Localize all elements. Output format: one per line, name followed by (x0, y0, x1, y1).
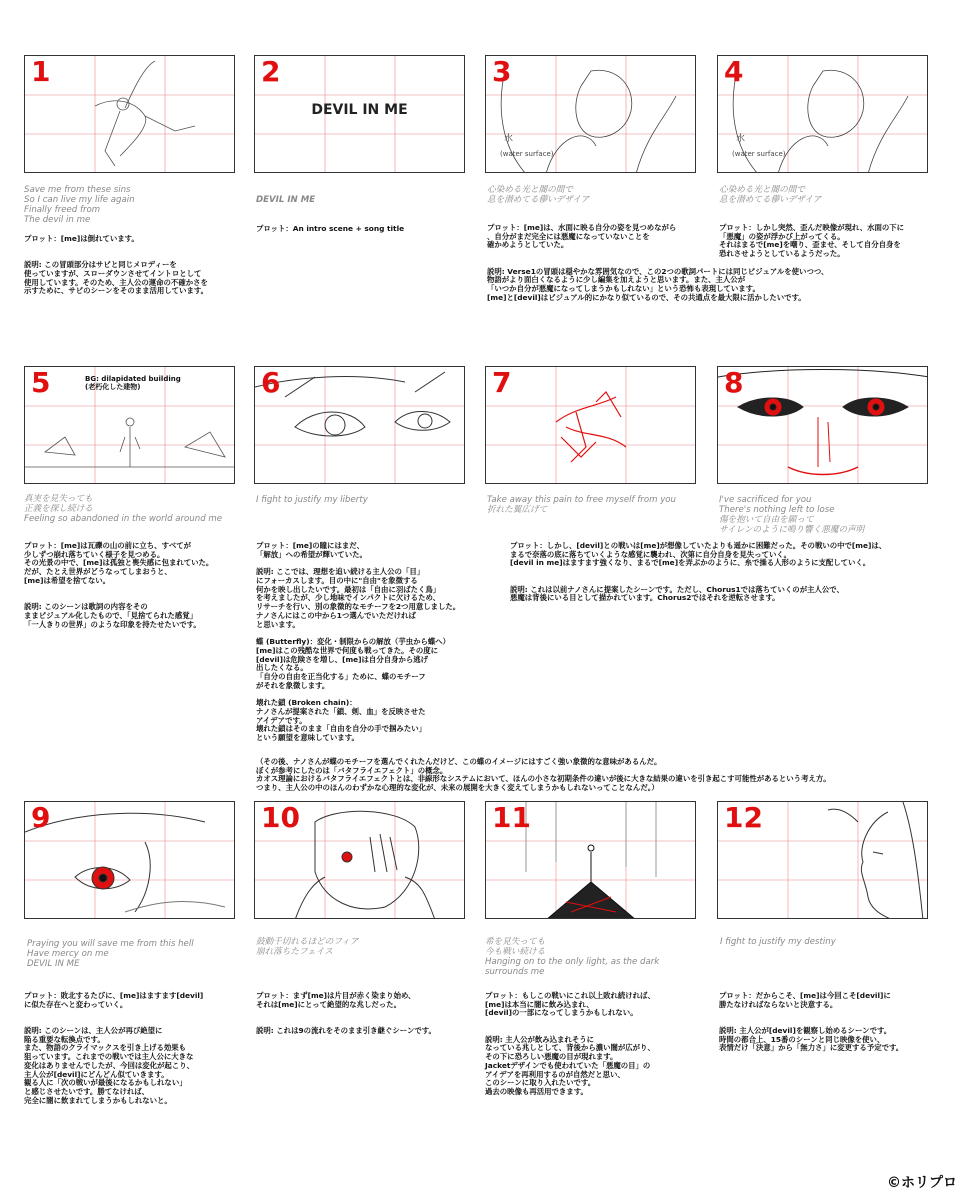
svg-text:(water surface): (water surface) (500, 150, 554, 158)
butterfly-effect-note: （その後、ナノさんが蝶のモチーフを選んでくれたんだけど、この蝶のイメージにはすごく強い象徴的な意味があるんだ。 ぼくが参考にしたのは「バタフライエフェクト」の概念。 カオス理論におけるバタフライエフェクトとは、非線形なシステムにおいて、ほんの小さな初期条件の違いが後に大きな結果の違いを引き起こす可能性があるという考え方。 つまり、主人公の中のほんのわずかな心理的な変化が、未来の展開を大きく変えてしまうかもしれないってことなんだ。） (256, 757, 831, 793)
background-note: BG: dilapidated building (老朽化した建物) (85, 375, 181, 392)
copyright: ©ホリプロ (887, 1175, 957, 1191)
storyboard-panel-9 (24, 801, 235, 919)
note-1: プロット：[me]は倒れています。 説明: この冒頭部分はサビと同じメロディーを 使っていますが、スローダウンさせてイントロとして 使用しています。そのため、主人公の運命の不確かさを 示すために、サビのシーンをそのまま活用しています。 (24, 234, 209, 296)
panel-number: 5 (31, 366, 51, 399)
note-4: プロット：しかし突然、歪んだ映像が現れ、水面の下に 「悪魔」の姿が浮かび上がってくる。 それはまるで[me]を嘲り、歪ませ、そして自分自身を 恐れさせようとしているようだった。 (719, 223, 905, 259)
lyric-9: Praying you will save me from this hell Have mercy on me DEVIL IN ME (27, 939, 194, 969)
sketch-face-water (486, 56, 696, 173)
sketch-face-water-devil (718, 56, 928, 173)
sketch-red-eye-closeup (25, 802, 235, 919)
storyboard-panel-6 (254, 366, 465, 484)
panel-number: 10 (261, 801, 300, 834)
panel-number: 4 (724, 55, 744, 88)
panel-number: 7 (492, 366, 512, 399)
note-10: プロット：まず[me]は片目が赤く染まり始め、 それは[me]にとって絶望的な兆しだった。 説明: これは9の流れをそのまま引き継ぐシーンです。 (256, 991, 436, 1035)
lyric-6: I fight to justify my liberty (256, 495, 368, 505)
lyric-5: 真実を見失っても 正義を探し続ける Feeling so abandoned in the world around me (24, 494, 223, 524)
storyboard-panel-12 (717, 801, 928, 919)
storyboard-panel-7 (485, 366, 696, 484)
storyboard-panel-11 (485, 801, 696, 919)
note-6: プロット：[me]の瞳にはまだ、 「解放」への希望が輝いていた。 説明: ここでは、理想を追い続ける主人公の「目」 にフォーカスします。目の中に"自由"を象徴する 何かを映し出したいです。最初は「自由に羽ばたく鳥」 を考えましたが、少し地味でインパクトに欠けるため、 リサーチを行い、別の象徴的なモチーフを2つ用意しました。 ナノさんにはこの中から1つ選んでいただければ と思います。 蝶 (Butterfly)：変化・制限からの解放（芋虫から蝶へ） [me]はこの残酷な世界で何度も戦ってきた。その度に [devil]は危険さを増し、[me]は自分自身から逃げ 出したくなる。 「自分の自由を正当化する」ために、蝶のモチーフ がそれを象徴します。 壊れた鎖 (Broken chain)： ナノさんが提案された「鎖、剣、血」を反映させた アイデアです。 壊れた鎖はそのまま「自由を自分の手で掴みたい」 という願望を意味しています。 (256, 541, 461, 743)
lyric-8: I've sacrificed for you There's nothing left to lose 傷を抱いて自由を願って サイレンのように鳴り響く悪魔の声明 (719, 495, 865, 535)
storyboard-panel-2 (254, 55, 465, 173)
note-5: プロット：[me]は瓦礫の山の前に立ち、すべてが 少しずつ崩れ落ちていく様子を見つめる。 その光景の中で、[me]は孤独と喪失感に包まれていた。 だが、たとえ世界がどうなってしまおうと、 [me]は希望を捨てない。 説明: このシーンは歌詞の内容をその ままビジュアル化したもので、「見捨てられた感覚」 「一人きりの世界」のような印象を持たせたいです。 (24, 541, 214, 629)
note-12: プロット：だからこそ、[me]は今回こそ[devil]に 勝たなければならないと決意する。 説明: 主人公が[devil]を観察し始めるシーンです。 時間の都合上、15番のシーンと同じ映像を使い、 表情だけ「決意」から「無力さ」に変更する予定です。 (719, 991, 904, 1053)
note-11: プロット：もしこの戦いにこれ以上敗れ続ければ、 [me]は本当に闇に飲み込まれ、 [devil]の一部になってしまうかもしれない。 説明: 主人公が飲み込まれそうに なっている兆しとして、背後から濃い闇が広がり、 その下に恐ろしい悪魔の目が現れます。 Jacketデザインでも使われていた「悪魔の目」の アイデアを再利用するのが自然だと思い、 このシーンに取り入れたいです。 過去の映像も再活用できます。 (485, 991, 655, 1097)
note-9: プロット：敗北するたびに、[me]はますます[devil] に似た存在へと変わっていく。 説明: このシーンは、主人公が再び絶望に 陥る重要な転換点です。 また、物語のクライマックスを引き上げる効果も 狙っています。これまでの戦いでは主人公に大きな 変化はありませんでしたが、今回は変化が起こり、 主人公が[devil]にどんどん似ていきます。 観る人に「次の戦いが最後になるかもしれない」 と感じさせたいです。勝てなければ、 完全に闇に飲まれてしまうかもしれないと。 (24, 991, 204, 1105)
panel-number: 1 (31, 55, 51, 88)
sketch-falling-figure (25, 56, 235, 173)
panel-number: 6 (261, 366, 281, 399)
lyric-1: Save me from these sins So I can live my life again Finally freed from The devil in me (24, 185, 135, 225)
sketch-devil-eyes (718, 367, 928, 484)
svg-text:水: 水 (736, 134, 746, 144)
storyboard-panel-4 (717, 55, 928, 173)
storyboard-panel-10 (254, 801, 465, 919)
sketch-red-figure (486, 367, 696, 484)
storyboard-panel-1 (24, 55, 235, 173)
lyric-12: I fight to justify my destiny (720, 937, 836, 947)
svg-text:(water surface): (water surface) (732, 150, 786, 158)
panel-number: 11 (492, 801, 531, 834)
storyboard-panel-5 (24, 366, 235, 484)
song-title: DEVIL IN ME (311, 102, 408, 118)
lyric-10: 鼓動千切れるほどのフィア 崩れ落ちたフェイス (256, 937, 359, 957)
panel-number: 3 (492, 55, 512, 88)
panel-number: 8 (724, 366, 744, 399)
panel-number: 9 (31, 801, 51, 834)
lyric-11: 希を見失っても 今も戦い続ける Hanging on to the only light, as the dark surrounds me (485, 937, 660, 977)
note-7: プロット：しかし、[devil]との戦いは[me]が想像していたよりも遥かに困難だった。その戦いの中で[me]は、 まるで奈落の底に落ちていくような感覚に襲われ、次第に自分自身を見失っていく。 [devil in me]はますます強くなり、まるで[me]を弄ぶかのように、糸で操る人形のように支配していく。 説明: これは以前ナノさんに提案したシーンです。ただし、Chorus1では落ちていくのが主人公で、 悪魔は背後にいる目として描かれています。Chorus2ではそれを逆転させます。 (510, 541, 887, 603)
storyboard-panel-3 (485, 55, 696, 173)
lyric-4: 心染める光と闇の間で 息を潜めてる儚いデザイア (719, 185, 822, 205)
lyric-7: Take away this pain to free myself from you 折れた翼広げて (487, 495, 676, 515)
note-3: プロット：[me]は、水面に映る自分の姿を見つめながら 、自分がまだ完全には悪魔になっていないことを 確かめようとしていた。 説明: Verse1の冒頭は穏やかな雰囲気なので、この2つの歌詞パートには同じビジュアルを使いつつ、 物語がより面白くなるように少し編集を加えようと思います。また、主人公が 「いつか自分が悪魔になってしまうかもしれない」という恐怖も表現しています。 [me]と[devil]はビジュアル的にかなり似ているので、その共通点を最大限に活かしたいです。 (487, 223, 829, 302)
panel-number: 12 (724, 801, 763, 834)
panel-number: 2 (261, 55, 281, 88)
lyric-2: DEVIL IN ME (256, 195, 316, 205)
svg-text:水: 水 (504, 134, 514, 144)
storyboard-panel-8 (717, 366, 928, 484)
sketch-eyes-closeup (255, 367, 465, 484)
lyric-3: 心染める光と闇の間で 息を潜めてる儚いデザイア (487, 185, 590, 205)
note-2: プロット：An intro scene + song title (256, 224, 405, 233)
